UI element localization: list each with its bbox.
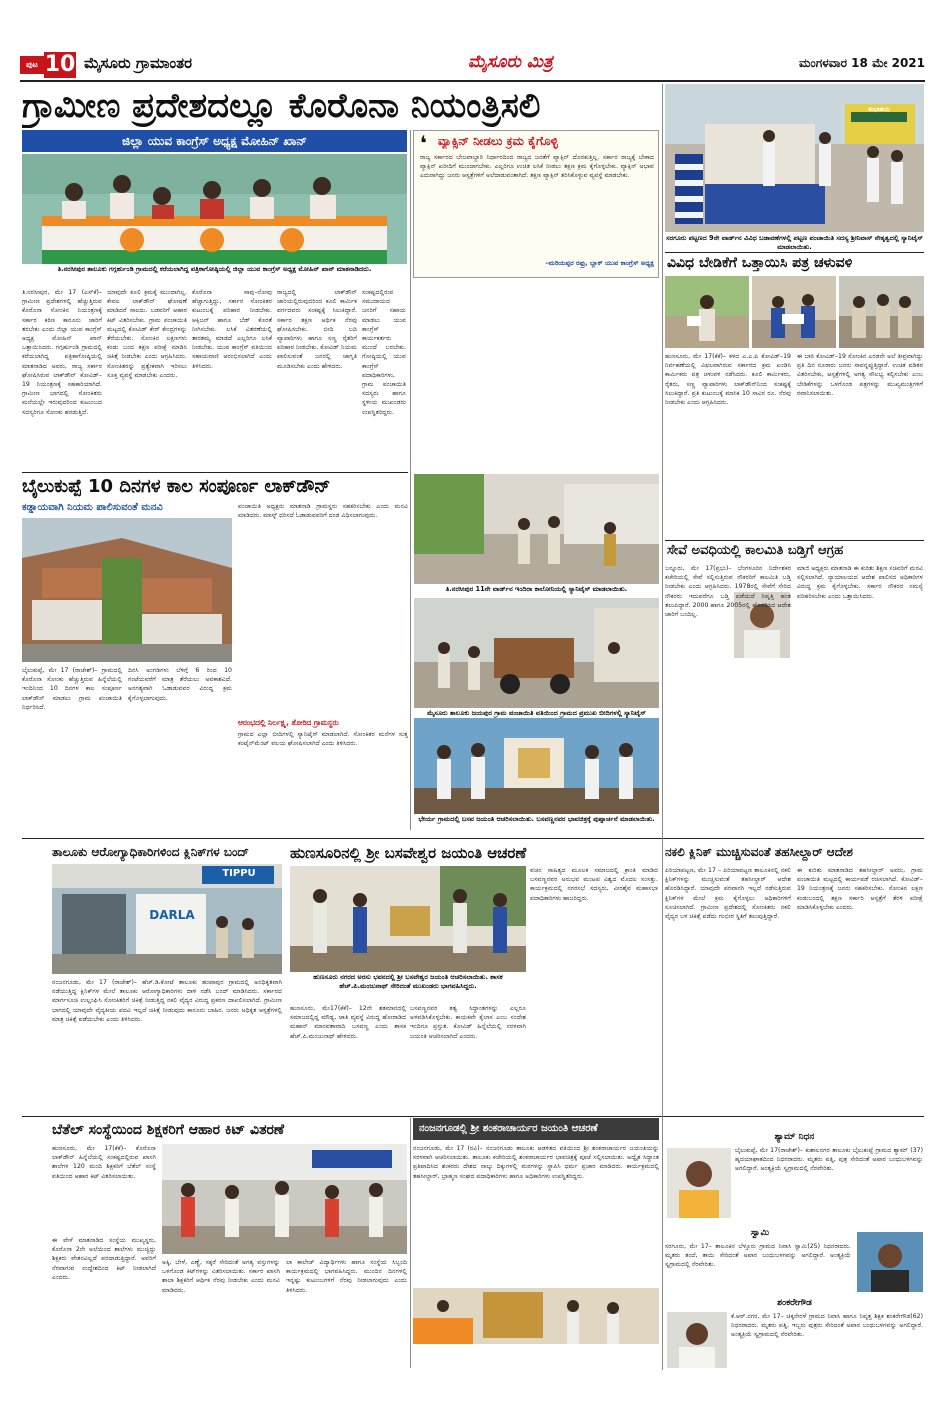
obit-2-name: ಸ್ವಾಮಿ (750, 1228, 770, 1238)
bharat-caption: ಭೇರ್ಯ ಗ್ರಾಮದಲ್ಲಿ ಬಸವ ಜಯಂತಿ ಆಚರಿಸಲಾಯಿತು. ಬಸವಣ್ಣನವರ ಭಾವಚಿತ್ರಕ್ಕೆ ಪುಷ್ಪಾರ್ಚನೆ ಮಾಡಲಾಯಿತು. (418, 815, 655, 823)
issue-date: ಮಂಗಳವಾರ 18 ಮೇ 2021 (798, 56, 925, 70)
lockdown-body-col-1: ಬೈಲುಕುಪ್ಪೆ, ಮೇ 17 (ರಾಜೇಶ್)– ಗ್ರಾಮದಲ್ಲಿ ಕೊರೊನಾ ಸೋಂಕು ಹೆಚ್ಚುತ್ತಿರುವ ಹಿನ್ನೆಲೆಯಲ್ಲಿ ಇಂದಿನಿಂದ 10 ದಿನಗಳ ಕಾಲ ಸಂಪೂರ್ಣ ಲಾಕ್‌ಡೌನ್ ಮಾಡಲು ಗ್ರಾಮ ಪಂಚಾಯಿತಿ ನಿರ್ಧರಿಸಿದೆ. (22, 667, 122, 711)
obit-3 (665, 1298, 924, 1370)
row4-rule (22, 1116, 924, 1117)
lead-headline: ಗ್ರಾಮೀಣ ಪ್ರದೇಶದಲ್ಲೂ ಕೊರೊನಾ ನಿಯಂತ್ರಿಸಲಿ (22, 86, 541, 126)
lockdown-headline: ಬೈಲುಕುಪ್ಪೆ 10 ದಿನಗಳ ಕಾಲ ಸಂಪೂರ್ಣ ಲಾಕ್‌ಡೌನ್ (22, 476, 331, 497)
petition-photo-1 (665, 276, 749, 348)
basava-photo (290, 866, 526, 972)
basava-body-col-3: ವಚನ ಸಾಹಿತ್ಯದ ಮೂಲಕ ಸಮಾಜದಲ್ಲಿ ಕ್ರಾಂತಿ ಮಾಡಿದ ಬಸವಣ್ಣನವರ ಅನುಭವ ಮಂಟಪ ವಿಶ್ವದ ಮೊದಲ ಸಂಸತ್ತು. ಕಾರ್ಯಕ್ರಮದಲ್ಲಿ ನಗರಸಭೆ ಸದಸ್ಯರು, ವೀರಶೈವ ಮಹಾಸಭಾ ಪದಾಧಿಕಾರಿಗಳು ಹಾಜರಿದ್ದರು. (530, 867, 658, 902)
row3-rule (22, 838, 924, 839)
obit-2-portrait (857, 1232, 923, 1292)
shop-sign: TIPPU (222, 868, 256, 879)
seva-body-col-2: ಮಾಜಿ ಅಧ್ಯಕ್ಷರು ಮಾತನಾಡಿ ಈ ಕುರಿತು ಶಿಕ್ಷಣ ಸಚಿವರಿಗೆ ಮನವಿ ಸಲ್ಲಿಸಲಾಗಿದೆ. ನ್ಯಾಯಾಲಯದ ಆದೇಶ ಪಾಲಿಸದ ಅಧಿಕಾರಿಗಳ ವಿರುದ್ಧ ಕ್ರಮ ಕೈಗೊಳ್ಳಬೇಕು. ಸರ್ಕಾರ ನೌಕರರ ಸಮಸ್ಯೆ ಪರಿಹರಿಸಬೇಕು ಎಂದು ಒತ್ತಾಯಿಸಿದರು. (797, 565, 923, 600)
petition-headline: ವಿವಿಧ ಬೇಡಿಕೆಗೆ ಒತ್ತಾಯಿಸಿ ಪತ್ರ ಚಳುವಳಿ (667, 255, 853, 271)
basava-body-col-2: ಬಸವಣ್ಣನವರ ತತ್ವ ಸಿದ್ಧಾಂತಗಳನ್ನು ಎಲ್ಲರೂ ಅಳವಡಿಸಿಕೊಳ್ಳಬೇಕು. ಕಾಯಕವೇ ಕೈಲಾಸ ಎಂಬ ಸಂದೇಶ ಇಂದಿಗೂ ಪ್ರಸ್ತುತ. ಕೋವಿಡ್ ಹಿನ್ನೆಲೆಯಲ್ಲಿ ಸರಳವಾಗಿ ಜಯಂತಿ ಆಚರಿಸಲಾಗಿದೆ ಎಂದರು. (410, 1005, 526, 1040)
lead-body-col-4: ರಾಜ್ಯದಲ್ಲಿ ಲಾಕ್‌ಡೌನ್ ಜಾರಿಯಲ್ಲಿರುವುದರಿಂದ ಕೂಲಿ ಕಾರ್ಮಿಕ ವರ್ಗದವರು ಸಂಕಷ್ಟಕ್ಕೆ ಸಿಲುಕಿದ್ದಾರೆ. ಸರ್ಕಾರ ತಕ್ಷಣ ಆರ್ಥಿಕ ನೆರವು ಘೋಷಿಸಬೇಕು. ಬೀದಿ ಬದಿ ವ್ಯಾಪಾರಿಗಳು ಹಾಗೂ ಸಣ್ಣ ರೈತರಿಗೆ ಪರಿಹಾರ ನೀಡಬೇಕು. ಕೋವಿಡ್ ನಿಯಮ ಪಾಲಿಸುವಂತೆ ಜನರಲ್ಲಿ ಜಾಗೃತಿ ಮೂಡಿಸಬೇಕು ಎಂದು ಹೇಳಿದರು. (277, 289, 357, 370)
clinics-headline: ತಾಲೂಕು ಆರೋಗ್ಯಾಧಿಕಾರಿಗಳಿಂದ ಕ್ಲಿನಿಕ್‌ಗಳ ಬಂದ್ (52, 845, 249, 859)
obit-1-portrait (667, 1148, 731, 1218)
lockdown-body-col-2: ದಿನಸಿ ಅಂಗಡಿಗಳು ಬೆಳಿಗ್ಗೆ 6 ರಿಂದ 10 ಗಂಟೆಯವರೆಗೆ ಮಾತ್ರ ತೆರೆಯಲು ಅವಕಾಶವಿದೆ. ಅನಗತ್ಯವಾಗಿ ಓಡಾಡುವವರ ವಿರುದ್ಧ ಕ್ರಮ ಕೈಗೊಳ್ಳಲಾಗುವುದು. (128, 667, 232, 702)
bethel-body-col-3: ಅಕ್ಕಿ, ಬೇಳೆ, ಎಣ್ಣೆ, ಸಕ್ಕರೆ ಸೇರಿದಂತೆ ಅಗತ್ಯ ವಸ್ತುಗಳನ್ನು ಒಳಗೊಂಡ ಕಿಟ್‌ಗಳನ್ನು ವಿತರಿಸಲಾಯಿತು. ಸರ್ಕಾರ ಖಾಸಗಿ ಶಾಲಾ ಶಿಕ್ಷಕರಿಗೆ ಆರ್ಥಿಕ ನೆರವು ನೀಡಬೇಕು ಎಂದು ಮನವಿ ಮಾಡಿದರು. (162, 1259, 280, 1294)
lead-photo (22, 154, 407, 264)
separator-2 (662, 84, 663, 1370)
vaccine-signature: –ಮರಿಯಪ್ಪರ ರಫ್ರು, ಬ್ಲಾಕ್ ಯುವ ಕಾಂಗ್ರೆಸ್ ಅಧ್ಯಕ್ಷ (545, 259, 654, 267)
bethel-body-col-1: ಹುಣಸೂರು, ಮೇ 17(ಕೆಕೆ)– ಕೊರೊನಾ ಲಾಕ್‌ಡೌನ್ ಹಿನ್ನೆಲೆಯಲ್ಲಿ ಸಂಕಷ್ಟದಲ್ಲಿರುವ ಖಾಸಗಿ ಶಾಲೆಗಳ 120 ಮಂದಿ ಶಿಕ್ಷಕರಿಗೆ ಬೆತೆಲ್ ಸಂಸ್ಥೆ ವತಿಯಿಂದ ಆಹಾರ ಕಿಟ್ ವಿತರಿಸಲಾಯಿತು. (52, 1145, 156, 1180)
petition-photo-3 (839, 276, 924, 348)
quote-mark-icon: ❛ (420, 131, 427, 155)
sanitize-photo (665, 84, 924, 232)
lead-subhead: ಜಿಲ್ಲಾ ಯುವ ಕಾಂಗ್ರೆಸ್ ಅಧ್ಯಕ್ಷ ಮೋಹಿನ್ ಖಾನ್ (22, 130, 407, 152)
obit-1-name: ಶ್ಯಾಮ್ ನಿಧನ (774, 1132, 815, 1142)
masthead (20, 50, 925, 80)
tahsildar-headline: ನಕಲಿ ಕ್ಲಿನಿಕ್ ಮುಚ್ಚಿಸುವಂತೆ ತಹಸೀಲ್ದಾರ್ ಆದೇಶ (665, 845, 853, 859)
obit-1-body: ಬೈಲುಕುಪ್ಪೆ, ಮೇ 17(ರಾಜೇಶ್)– ಕುಶಾಲನಗರ ತಾಲೂಕು ಬೈಲುಕುಪ್ಪೆ ಗ್ರಾಮದ ಶ್ಯಾಮ್ (37) ಹೃದಯಾಘಾತದಿಂದ ನಿಧನರಾದರು. ಮೃತರು ಪತ್ನಿ, ಪುತ್ರ ಸೇರಿದಂತೆ ಅಪಾರ ಬಂಧುಬಳಗವನ್ನು ಅಗಲಿದ್ದಾರೆ. ಅಂತ್ಯಕ್ರಿಯೆ ಸ್ವಗ್ರಾಮದಲ್ಲಿ ನೆರವೇರಿತು. (735, 1147, 923, 1173)
section-name: ಮೈಸೂರು ಗ್ರಾಮಾಂತರ (84, 54, 193, 72)
petition-body-col-1: ಹುಣಸೂರು, ಮೇ 17(ಕೆಕೆ)– ಕಳದ ಎ.ಎ.ಪಿ ಕೋವಿಡ್–19 ನಿರ್ವಹಣೆಯಲ್ಲಿ ವಿಫಲವಾಗಿರುವ ಸರ್ಕಾರದ ಕ್ರಮ ಖಂಡಿಸಿ ಕಾರ್ಮಿಕರು ಪತ್ರ ಚಳುವಳಿ ನಡೆಸಿದರು. ಕೂಲಿ ಕಾರ್ಮಿಕರು, ರೈತರು, ಸಣ್ಣ ವ್ಯಾಪಾರಿಗಳು ಲಾಕ್‌ಡೌನ್‌ನಿಂದ ಸಂಕಷ್ಟಕ್ಕೆ ಸಿಲುಕಿದ್ದಾರೆ. ಪ್ರತಿ ಕುಟುಂಬಕ್ಕೆ ಮಾಸಿಕ 10 ಸಾವಿರ ರೂ. ನೆರವು ನೀಡಬೇಕು ಎಂದು ಆಗ್ರಹಿಸಿದರು. (665, 353, 791, 407)
vaccine-heading: ವ್ಯಾಕ್ಸಿನ್ ನೀಡಲು ಕ್ರಮ ಕೈಗೊಳ್ಳಿ (438, 134, 558, 148)
obit-3-portrait (667, 1312, 727, 1368)
paper-name: ಮೈಸೂರು ಮಿತ್ರ (468, 52, 553, 72)
bethel-body-col-2: ಈ ವೇಳೆ ಮಾತನಾಡಿದ ಸಂಸ್ಥೆಯ ಮುಖ್ಯಸ್ಥರು, ಕೊರೊನಾ 2ನೇ ಅಲೆಯಿಂದ ಶಾಲೆಗಳು ಮುಚ್ಚಿದ್ದು ಶಿಕ್ಷಕರು ವೇತನವಿಲ್ಲದೆ ಪರದಾಡುತ್ತಿದ್ದಾರೆ. ಅವರಿಗೆ ನೆರವಾಗುವ ಉದ್ದೇಶದಿಂದ ಕಿಟ್ ನೀಡಲಾಗಿದೆ ಎಂದರು. (52, 1237, 156, 1281)
separator-1 (410, 130, 411, 830)
basava-headline: ಹುಣಸೂರಿನಲ್ಲಿ ಶ್ರೀ ಬಸವೇಶ್ವರ ಜಯಂತಿ ಆಚರಣೆ (290, 844, 527, 862)
bethel-headline: ಬೆತೆಲ್ ಸಂಸ್ಥೆಯಿಂದ ಶಿಕ್ಷಕರಿಗೆ ಆಹಾರ ಕಿಟ್ ವಿತರಣೆ (52, 1122, 285, 1138)
lockdown-subhead: ಕಡ್ಡಾಯವಾಗಿ ನಿಯಮ ಪಾಲಿಸುವಂತೆ ಮನವಿ (22, 502, 163, 513)
obit-3-name: ಶಂಕರೇಗೌಡ (777, 1298, 812, 1308)
shankara-headline: ನಂಜನಗೂಡಲ್ಲಿ ಶ್ರೀ ಶಂಕರಾಚಾರ್ಯರ ಜಯಂತಿ ಆಚರಣೆ (413, 1118, 659, 1140)
masthead-rule (20, 80, 925, 82)
lead-body-col-3: ಕೊರೊನಾ ಸಾವು–ನೋವು ಹೆಚ್ಚಾಗುತ್ತಿದ್ದು, ಸರ್ಕಾರ ಸೋಂಕಿತರ ಕುಟುಂಬಕ್ಕೆ ಪರಿಹಾರ ನೀಡಬೇಕು. ಆಕ್ಸಿಜನ್ ಹಾಗೂ ಬೆಡ್ ಕೊರತೆ ನೀಗಿಸಬೇಕು. ಲಸಿಕೆ ವಿತರಣೆಯಲ್ಲಿ ತಾರತಮ್ಯ ಮಾಡದೆ ಎಲ್ಲರಿಗೂ ಲಸಿಕೆ ನೀಡಬೇಕು. ಯುವ ಕಾಂಗ್ರೆಸ್ ವತಿಯಿಂದ ಸಹಾಯವಾಣಿ ಆರಂಭಿಸಲಾಗಿದೆ ಎಂದು ತಿಳಿಸಿದರು. (192, 289, 272, 370)
bethel-body-col-4: ಲಾ ಕಾಲೇಜ್ ವಿದ್ಯಾರ್ಥಿಗಳು ಹಾಗೂ ಸಂಸ್ಥೆಯ ಸಿಬ್ಬಂದಿ ಕಾರ್ಯಕ್ರಮದಲ್ಲಿ ಭಾಗವಹಿಸಿದ್ದರು. ಮುಂದಿನ ದಿನಗಳಲ್ಲಿ ಇನ್ನಷ್ಟು ಕುಟುಂಬಗಳಿಗೆ ನೆರವು ನೀಡಲಾಗುವುದು ಎಂದು ತಿಳಿಸಿದರು. (286, 1259, 407, 1294)
lead-photo-caption: ತಿ.ನರಸೀಪುರ ತಾಲೂಕು ಗಗ್ಗರ್ಹುಂಡಿ ಗ್ರಾಮದಲ್ಲಿ ಕರೆಯಲಾಗಿದ್ದ ಪತ್ರಿಕಾಗೋಷ್ಠಿಯಲ್ಲಿ ಜಿಲ್ಲಾ ಯುವ ಕಾಂಗ್ರೆಸ್ ಅಧ್ಯಕ್ಷ ಮೋಹಿನ್ ಖಾನ್ ಮಾತನಾಡಿದರು. (57, 265, 372, 273)
basava-caption: ಹುಣಸೂರು ನಗರದ ಅರಸು ಭವನದಲ್ಲಿ ಶ್ರೀ ಬಸವೇಶ್ವರ ಜಯಂತಿ ಆಚರಿಸಲಾಯಿತು. ಶಾಸಕ ಹೆಚ್.ಪಿ.ಮಂಜುನಾಥ್ ಸೇರಿದಂತೆ ಮುಖಂಡರು ಭಾಗವಹಿಸಿದ್ದರು. (313, 973, 503, 990)
obit-3-body: ಕೆ.ಆರ್.ನಗರ, ಮೇ 17– ಚಿಕ್ಕನೇರಳೆ ಗ್ರಾಮದ ನಿವಾಸಿ ಹಾಗೂ ನಿವೃತ್ತ ಶಿಕ್ಷಕ ಶಂಕರೇಗೌಡ(62) ನಿಧನರಾದರು. ಮೃತರು ಪತ್ನಿ, ಇಬ್ಬರು ಪುತ್ರರು ಸೇರಿದಂತೆ ಅಪಾರ ಬಂಧುಬಳಗವನ್ನು ಅಗಲಿದ್ದಾರೆ. ಅಂತ್ಯಕ್ರಿಯೆ ಸ್ವಗ್ರಾಮದಲ್ಲಿ ನೆರವೇರಿತು. (731, 1313, 923, 1339)
page-label: ಪುಟ (20, 56, 44, 74)
shop-brand: DARLA (149, 908, 195, 922)
vaccine-box (413, 130, 659, 278)
banner-text: ಶುಭಾಶಯ (868, 106, 890, 113)
basava-body-col-1: ಹುಣಸೂರು, ಮೇ17(ಕೆಕೆ)– 12ನೇ ಶತಮಾನದಲ್ಲಿ ಸಮಾಜದಲ್ಲಿದ್ದ ಮೌಢ್ಯ, ಜಾತಿ ವ್ಯವಸ್ಥೆ ವಿರುದ್ಧ ಹೋರಾಡಿದ ಮಹಾನ್ ಮಾನವತಾವಾದಿ ಬಸವಣ್ಣ ಎಂದು ಶಾಸಕ ಹೆಚ್.ಪಿ.ಮಂಜುನಾಥ್ ಹೇಳಿದರು. (290, 1005, 406, 1040)
lead-body-col-5: ಸಂಕಷ್ಟದಲ್ಲಿರುವ ಸಮುದಾಯದ ಜನರಿಗೆ ಸಹಾಯ ಮಾಡಲು ಯುವ ಕಾಂಗ್ರೆಸ್ ಕಾರ್ಯಕರ್ತರು ಮುಂದೆ ಬರಬೇಕು. ಗೋಷ್ಠಿಯಲ್ಲಿ ಯುವ ಕಾಂಗ್ರೆಸ್ ಪದಾಧಿಕಾರಿಗಳು, ಗ್ರಾಮ ಪಂಚಾಯಿತಿ ಸದಸ್ಯರು ಹಾಗೂ ಸ್ಥಳೀಯ ಮುಖಂಡರು ಉಪಸ್ಥಿತರಿದ್ದರು. (362, 289, 406, 416)
shankara-photo (413, 1288, 659, 1344)
lead-body-col-1: ತಿ.ನರಸೀಪುರ, ಮೇ 17 (ಎಸ್‌ಕೆ)– ಗ್ರಾಮೀಣ ಪ್ರದೇಶಗಳಲ್ಲಿ ಹೆಚ್ಚುತ್ತಿರುವ ಕೊರೊನಾ ಸೋಂಕಿನ ನಿಯಂತ್ರಣಕ್ಕೆ ಸರ್ಕಾರ ಕಠಿಣ ಕಾನೂನು ಜಾರಿಗೆ ತರಬೇಕು ಎಂದು ಜಿಲ್ಲಾ ಯುವ ಕಾಂಗ್ರೆಸ್ ಅಧ್ಯಕ್ಷ ಮೋಹಿನ್ ಖಾನ್ ಒತ್ತಾಯಿಸಿದರು. ಗಗ್ಗರ್ಹುಂಡಿ ಗ್ರಾಮದಲ್ಲಿ ಕರೆಯಲಾಗಿದ್ದ ಪತ್ರಿಕಾಗೋಷ್ಠಿಯಲ್ಲಿ ಮಾತನಾಡಿದ ಅವರು, ರಾಜ್ಯ ಸರ್ಕಾರ ಘೋಷಿಸಿರುವ ಲಾಕ್‌ಡೌನ್ ಕೋವಿಡ್–19 ನಿಯಂತ್ರಣಕ್ಕೆ ಸಹಕಾರಿಯಾಗಿದೆ. ಗ್ರಾಮೀಣ ಭಾಗದಲ್ಲಿ ಸೋಂಕಿತರು ಮನೆಯಲ್ಲೇ ಇರುವುದರಿಂದ ಕುಟುಂಬದ ಸದಸ್ಯರಿಗೂ ಸೋಂಕು ಹರಡುತ್ತಿದೆ. (22, 289, 102, 416)
lockdown-body-col-3: ಪಂಚಾಯಿತಿ ಅಧ್ಯಕ್ಷರು ಮಾತನಾಡಿ ಗ್ರಾಮಸ್ಥರು ಸಹಕರಿಸಬೇಕು ಎಂದು ಮನವಿ ಮಾಡಿದರು. ಮಾಸ್ಕ್ ಧರಿಸದೆ ಓಡಾಡುವವರಿಗೆ ದಂಡ ವಿಧಿಸಲಾಗುವುದು. (238, 503, 408, 520)
vaccine-body: ರಾಜ್ಯ ಸರ್ಕಾರದ ಬೇಜವಾಬ್ದಾರಿ ನಿರ್ಧಾರದಿಂದ ರಾಜ್ಯದ ಜನತೆಗೆ ವ್ಯಾಕ್ಸಿನ್ ದೊರಕುತ್ತಿಲ್ಲ. ಸರ್ಕಾರ ರಾಜ್ಯಕ್ಕೆ ಬೇಕಾದ ವ್ಯಾಕ್ಸಿನ್ ಖರೀದಿಗೆ ಮುಂದಾಗಬೇಕು. ಎಲ್ಲರಿಗೂ ಉಚಿತ ಲಸಿಕೆ ನೀಡಲು ತಕ್ಷಣ ಕ್ರಮ ಕೈಗೊಳ್ಳಬೇಕು. ವ್ಯಾಕ್ಸಿನ್ ಅಭಾವ ಎದುರಾಗಿದ್ದು ಜನರು ಆಸ್ಪತ್ರೆಗಳಿಗೆ ಅಲೆದಾಡುವಂತಾಗಿದೆ. ತಕ್ಷಣ ವ್ಯಾಕ್ಸಿನ್ ತರಿಸಿಕೊಳ್ಳುವ ವ್ಯವಸ್ಥೆ ಮಾಡಬೇಕು. (420, 154, 654, 180)
obit-1 (665, 1132, 924, 1224)
lead-body-col-2: ಯಾವುದೇ ಕೂಲಿ ಕ್ರಮಕ್ಕೆ ಮುಂದಾಗಿಲ್ಲ. ಕೇವಲ ಲಾಕ್‌ಡೌನ್ ಘೋಷಣೆ ಮಾಡಿದರೆ ಸಾಲದು. ಬಡವರಿಗೆ ಆಹಾರ ಕಿಟ್ ವಿತರಿಸಬೇಕು. ಗ್ರಾಮ ಪಂಚಾಯಿತಿ ಮಟ್ಟದಲ್ಲಿ ಕೋವಿಡ್ ಕೇರ್ ಕೇಂದ್ರಗಳನ್ನು ತೆರೆಯಬೇಕು. ಸೋಂಕಿನ ಲಕ್ಷಣಗಳು ಕಂಡು ಬಂದ ತಕ್ಷಣ ಪರೀಕ್ಷೆ ಮಾಡಿಸಿ ಚಿಕಿತ್ಸೆ ನೀಡಬೇಕು ಎಂದು ಆಗ್ರಹಿಸಿದರು. ಸೋಂಕಿತರನ್ನು ಪ್ರತ್ಯೇಕವಾಗಿ ಇರಿಸಲು ಸೂಕ್ತ ವ್ಯವಸ್ಥೆ ಮಾಡಬೇಕು ಎಂದರು. (107, 289, 187, 379)
shankara-body: ನಂಜನಗೂಡು, ಮೇ 17 (ರವಿ)– ನಂಜನಗೂಡು ತಾಲೂಕು ಆಡಳಿತದ ವತಿಯಿಂದ ಶ್ರೀ ಶಂಕರಾಚಾರ್ಯರ ಜಯಂತಿಯನ್ನು ಸರಳವಾಗಿ ಆಚರಿಸಲಾಯಿತು. ತಾಲೂಕು ಕಚೇರಿಯಲ್ಲಿ ಶಂಕರಾಚಾರ್ಯರ ಭಾವಚಿತ್ರಕ್ಕೆ ಪೂಜೆ ಸಲ್ಲಿಸಲಾಯಿತು. ಅದ್ವೈತ ಸಿದ್ಧಾಂತ ಪ್ರತಿಪಾದಿಸಿದ ಶಂಕರರು ದೇಶದ ನಾಲ್ಕು ದಿಕ್ಕುಗಳಲ್ಲಿ ಮಠಗಳನ್ನು ಸ್ಥಾಪಿಸಿ ಧರ್ಮ ಪ್ರಚಾರ ಮಾಡಿದರು. ಕಾರ್ಯಕ್ರಮದಲ್ಲಿ ತಹಸೀಲ್ದಾರ್, ಬ್ರಾಹ್ಮಣ ಸಂಘದ ಪದಾಧಿಕಾರಿಗಳು ಹಾಗೂ ಅಧಿಕಾರಿಗಳು ಉಪಸ್ಥಿತರಿದ್ದರು. (413, 1145, 659, 1180)
petition-photo-2 (752, 276, 836, 348)
obit-2-body: ಸರಗೂರು, ಮೇ 17– ತಾಲೂಕಿನ ಬೆಳ್ತೂರು ಗ್ರಾಮದ ನಿವಾಸಿ ಸ್ವಾಮಿ(25) ನಿಧನರಾದರು. ಮೃತರು ತಂದೆ, ತಾಯಿ ಸೇರಿದಂತೆ ಅಪಾರ ಬಂಧುಬಳಗವನ್ನು ಅಗಲಿದ್ದಾರೆ. ಅಂತ್ಯಕ್ರಿಯೆ ಸ್ವಗ್ರಾಮದಲ್ಲಿ ನೆರವೇರಿತು. (665, 1243, 851, 1269)
seva-headline: ಸೇವೆ ಅವಧಿಯಲ್ಲಿ ಕಾಲಮಿತಿ ಬಡ್ತಿಗೆ ಆಗ್ರಹ (667, 543, 844, 558)
tahsildar-body-col-2: ಈ ಕುರಿತು ಮಾತನಾಡಿದ ತಹಸೀಲ್ದಾರ್ ಅವರು, ಗ್ರಾಮ ಪಂಚಾಯಿತಿ ಮಟ್ಟದಲ್ಲಿ ಕಾರ್ಯಪಡೆ ರಚಿಸಲಾಗಿದೆ. ಕೋವಿಡ್–19 ನಿಯಂತ್ರಣಕ್ಕೆ ಜನರು ಸಹಕರಿಸಬೇಕು. ಸೋಂಕಿನ ಲಕ್ಷಣ ಕಂಡುಬಂದಲ್ಲಿ ತಕ್ಷಣ ಸರ್ಕಾರಿ ಆಸ್ಪತ್ರೆಗೆ ತೆರಳಿ ಪರೀಕ್ಷೆ ಮಾಡಿಸಿಕೊಳ್ಳಬೇಕು ಎಂದರು. (797, 867, 923, 911)
sanitize-caption: ಸರಗೂರು ಪಟ್ಟಣದ 9ನೇ ವಾರ್ಡ್‌ನ ವಿವಿಧ ಬಡಾವಣೆಗಳಲ್ಲಿ ಪಟ್ಟಣ ಪಂಚಾಯಿತಿ ಸದಸ್ಯ ಶ್ರೀನಿವಾಸ್ ನೇತೃತ್ವದಲ್ಲಿ ಸ್ಯಾನಿಟೈಸ್ ಮಾಡಲಾಯಿತು. (666, 234, 923, 251)
mysuru-caption: ಮೈಸೂರು ತಾಲೂಕು ಜಯಪುರ ಗ್ರಾಮ ಪಂಚಾಯಿತಿ ವತಿಯಿಂದ ಗ್ರಾಮದ ಪ್ರಮುಖ ಬೀದಿಗಳಲ್ಲಿ ಸ್ಯಾನಿಟೈಸ್ (427, 709, 646, 717)
lockdown-inset-title: ಆರಂಭದಲ್ಲಿ ನಿರ್ಲಕ್ಷ್ಯ, ತೋರಿದ ಗ್ರಾಮಸ್ಥರು (238, 718, 339, 727)
clinics-photo (52, 864, 282, 974)
indira-caption: ತಿ.ನರಸೀಪುರ 11ನೇ ವಾರ್ಡ್‌ನ ಇಂದಿರಾ ಕಾಲೋನಿಯಲ್ಲಿ ಸ್ಯಾನಿಟೈಸ್ ಮಾಡಲಾಯಿತು. (445, 585, 628, 593)
bharat-photo (414, 718, 659, 814)
clinics-body: ನಂಜನಗೂಡು, ಮೇ 17 (ರಾಜೇಶ್)– ಹೆಚ್.ಡಿ.ಕೋಟೆ ತಾಲೂಕು ಹಂಪಾಪುರ ಗ್ರಾಮದಲ್ಲಿ ಅನಧಿಕೃತವಾಗಿ ನಡೆಯುತ್ತಿದ್ದ ಕ್ಲಿನಿಕ್‌ಗಳ ಮೇಲೆ ತಾಲೂಕು ಆರೋಗ್ಯಾಧಿಕಾರಿಗಳು ದಾಳಿ ನಡೆಸಿ ಬಂದ್ ಮಾಡಿಸಿದರು. ಸರ್ಕಾರದ ಮಾರ್ಗಸೂಚಿ ಉಲ್ಲಂಘಿಸಿ ಸೋಂಕಿತರಿಗೆ ಚಿಕಿತ್ಸೆ ನೀಡುತ್ತಿದ್ದ ನಕಲಿ ವೈದ್ಯರ ವಿರುದ್ಧ ಪ್ರಕರಣ ದಾಖಲಿಸಲಾಗಿದೆ. ಗ್ರಾಮೀಣ ಭಾಗದಲ್ಲಿ ಯಾವುದೇ ವೈದ್ಯಕೀಯ ಪದವಿ ಇಲ್ಲದೆ ಚಿಕಿತ್ಸೆ ನೀಡುವುದು ಕಾನೂನು ಬಾಹಿರ. ಜನರು ಅಧಿಕೃತ ಆಸ್ಪತ್ರೆಗಳಲ್ಲಿ ಮಾತ್ರ ಚಿಕಿತ್ಸೆ ಪಡೆಯಬೇಕು ಎಂದು ತಿಳಿಸಿದರು. (52, 979, 282, 1023)
lockdown-rule (22, 472, 408, 473)
separator-3 (410, 1118, 411, 1368)
page-number: 10 (44, 52, 76, 77)
bethel-photo (162, 1144, 407, 1254)
mysuru-photo (414, 598, 659, 708)
seva-body-col-1: ಬನ್ನೂರು, ಮೇ 17(ಪ್ರಭು)– ಬೆಂಗಳೂರಿನ ನಿರ್ದೇಶಕರ ಕಚೇರಿಯಲ್ಲಿ ಸೇವೆ ಸಲ್ಲಿಸುತ್ತಿರುವ ನೌಕರರಿಗೆ ಕಾಲಮಿತಿ ಬಡ್ತಿ ನೀಡಬೇಕು ಎಂದು ಆಗ್ರಹಿಸಿದರು. 1978ರಲ್ಲಿ ಸೇವೆಗೆ ಸೇರಿದ ನೌಕರರು ಇದುವರೆಗೂ ಬಡ್ತಿ ಪಡೆಯದೆ ನಿವೃತ್ತಿ ಹಂತ ತಲುಪಿದ್ದಾರೆ. 2000 ಹಾಗೂ 2005ರಲ್ಲಿ ಹೊರಡಿಸಿದ ಆದೇಶ ಜಾರಿಗೆ ಬಂದಿಲ್ಲ. (665, 565, 791, 619)
lockdown-photo (22, 518, 232, 662)
petition-body-col-2: ಈ ಬಾರಿ ಕೋವಿಡ್–19 ಸೋಂಕಿನ ಎರಡನೇ ಅಲೆ ತೀವ್ರವಾಗಿದ್ದು ಪ್ರತಿ ದಿನ ನೂರಾರು ಜನರು ಸಾವನ್ನಪ್ಪುತ್ತಿದ್ದಾರೆ. ಉಚಿತ ಪಡಿತರ ವಿತರಿಸಬೇಕು, ಆಸ್ಪತ್ರೆಗಳಲ್ಲಿ ಅಗತ್ಯ ಸೌಲಭ್ಯ ಕಲ್ಪಿಸಬೇಕು ಎಂಬ ಬೇಡಿಕೆಗಳನ್ನು ಒಳಗೊಂಡ ಪತ್ರಗಳನ್ನು ಮುಖ್ಯಮಂತ್ರಿಗಳಿಗೆ ರವಾನಿಸಲಾಯಿತು. (797, 353, 923, 397)
tahsildar-body-col-1: ಪಿರಿಯಾಪಟ್ಟಣ, ಮೇ 17 – ಪಿರಿಯಾಪಟ್ಟಣ ತಾಲೂಕಿನಲ್ಲಿ ನಕಲಿ ಕ್ಲಿನಿಕ್‌ಗಳನ್ನು ಮುಚ್ಚಿಸುವಂತೆ ತಹಸೀಲ್ದಾರ್ ಆದೇಶ ಹೊರಡಿಸಿದ್ದಾರೆ. ಯಾವುದೇ ಪರವಾನಗಿ ಇಲ್ಲದೆ ನಡೆಸುತ್ತಿರುವ ಕ್ಲಿನಿಕ್‌ಗಳ ಮೇಲೆ ಕ್ರಮ ಕೈಗೊಳ್ಳಲು ಅಧಿಕಾರಿಗಳಿಗೆ ಸೂಚಿಸಲಾಗಿದೆ. ಗ್ರಾಮೀಣ ಪ್ರದೇಶದಲ್ಲಿ ಸೋಂಕಿತರು ನಕಲಿ ವೈದ್ಯರ ಬಳಿ ಚಿಕಿತ್ಸೆ ಪಡೆದು ಗಂಭೀರ ಸ್ಥಿತಿಗೆ ತಲುಪುತ್ತಿದ್ದಾರೆ. (665, 867, 791, 921)
obit-2 (665, 1228, 924, 1294)
lockdown-body-col-4: ಗ್ರಾಮದ ಎಲ್ಲಾ ಬೀದಿಗಳಲ್ಲಿ ಸ್ಯಾನಿಟೈಸ್ ಮಾಡಲಾಗಿದೆ. ಸೋಂಕಿತರ ಮನೆಗಳ ಸುತ್ತ ಕಂಟೈನ್‌ಮೆಂಟ್ ವಲಯ ಘೋಷಿಸಲಾಗಿದೆ ಎಂದು ತಿಳಿಸಿದರು. (238, 731, 408, 748)
indira-photo (414, 474, 659, 584)
